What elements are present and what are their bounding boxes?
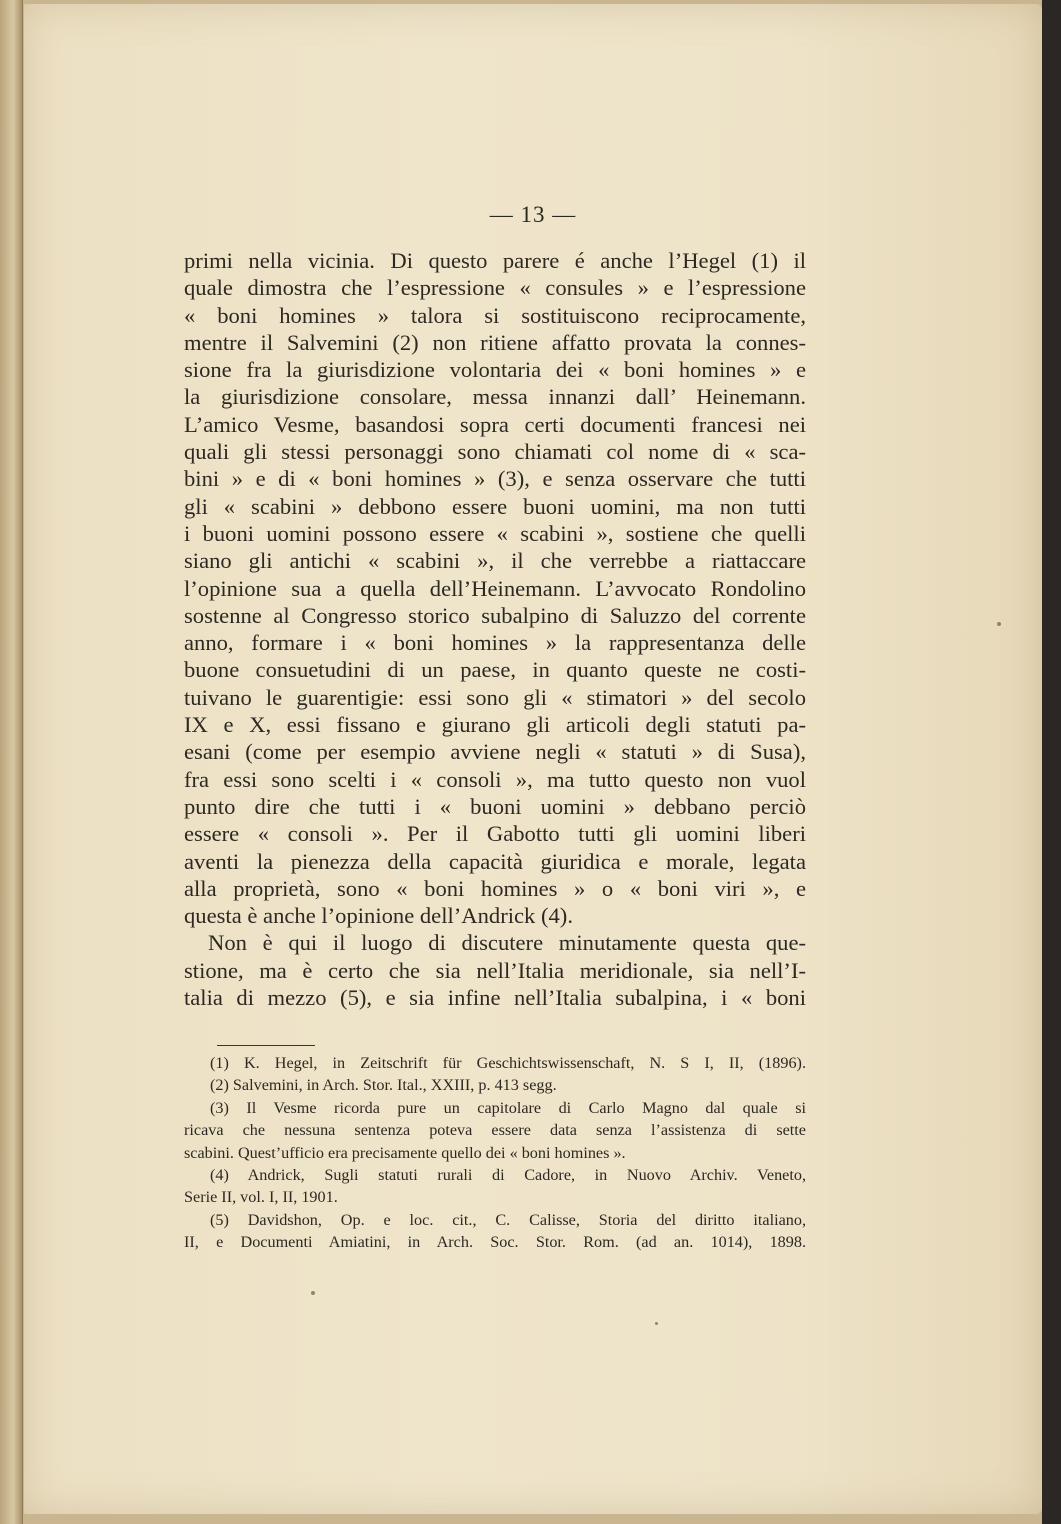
paper-speck bbox=[655, 1322, 658, 1325]
body-text bbox=[184, 247, 806, 1011]
body-line: questa è anche l’opinione dell’Andrick (4). bbox=[184, 903, 573, 929]
body-line: Non è qui il luogo di discutere minutamente questa que- bbox=[208, 930, 806, 956]
body-line: anno, formare i « boni homines » la rappresentanza delle bbox=[184, 630, 806, 656]
body-line: siano gli antichi « scabini », il che verrebbe a riattaccare bbox=[184, 548, 806, 574]
book-page bbox=[24, 4, 1042, 1514]
footnote-line: Serie II, vol. I, II, 1901. bbox=[184, 1188, 338, 1207]
body-line: stione, ma è certo che sia nell’Italia meridionale, sia nell’I- bbox=[184, 957, 806, 983]
body-line: esani (come per esempio avviene negli « statuti » di Susa), bbox=[184, 739, 806, 765]
body-line: gli « scabini » debbono essere buoni uomini, ma non tutti bbox=[184, 493, 806, 519]
page-number: — 13 — bbox=[489, 202, 577, 227]
footnote-divider bbox=[217, 1045, 315, 1046]
body-line: punto dire che tutti i « buoni uomini » debbano perciò bbox=[184, 793, 806, 819]
footnote-line: scabini. Quest’ufficio era precisamente quello dei « boni homines ». bbox=[184, 1143, 626, 1162]
scan-background-edge bbox=[1042, 0, 1061, 1524]
body-line: tuivano le guarentigie: essi sono gli « stimatori » del secolo bbox=[184, 684, 806, 710]
body-line: sione fra la giurisdizione volontaria dei « boni homines » e bbox=[184, 357, 806, 383]
body-line: bini » e di « boni homines » (3), e senza osservare che tutti bbox=[184, 466, 806, 492]
body-line: buone consuetudini di un paese, in quanto queste ne costi- bbox=[184, 657, 806, 683]
body-line: essere « consoli ». Per il Gabotto tutti gli uomini liberi bbox=[184, 821, 806, 847]
body-line: « boni homines » talora si sostituiscono reciprocamente, bbox=[184, 302, 806, 328]
footnote-line: II, e Documenti Amiatini, in Arch. Soc. Stor. Rom. (ad an. 1014), 1898. bbox=[184, 1233, 806, 1252]
body-line: mentre il Salvemini (2) non ritiene affatto provata la connes- bbox=[184, 329, 806, 355]
footnotes bbox=[184, 1052, 806, 1254]
body-line: talia di mezzo (5), e sia infine nell’Italia subalpina, i « boni bbox=[184, 985, 806, 1011]
body-line: la giurisdizione consolare, messa innanzi dall’ Heinemann. bbox=[184, 384, 806, 410]
footnote-line: (3) Il Vesme ricorda pure un capitolare di Carlo Magno dal quale si bbox=[210, 1098, 806, 1117]
footnote-line: (5) Davidshon, Op. e loc. cit., C. Calisse, Storia del diritto italiano, bbox=[210, 1210, 806, 1229]
footnote-line: ricava che nessuna sentenza poteva essere data senza l’assistenza di sette bbox=[184, 1121, 806, 1140]
body-line: fra essi sono scelti i « consoli », ma tutto questo non vuol bbox=[184, 766, 806, 792]
paper-speck bbox=[311, 1291, 315, 1295]
paper-speck bbox=[997, 622, 1001, 626]
body-line: quali gli stessi personaggi sono chiamati col nome di « sca- bbox=[184, 439, 806, 465]
body-line: IX e X, essi fissano e giurano gli articoli degli statuti pa- bbox=[184, 712, 806, 738]
footnote-line: (4) Andrick, Sugli statuti rurali di Cadore, in Nuovo Archiv. Veneto, bbox=[210, 1165, 806, 1184]
body-line: sostenne al Congresso storico subalpino di Saluzzo del corrente bbox=[184, 602, 806, 628]
footnote-line: (2) Salvemini, in Arch. Stor. Ital., XXIII, p. 413 segg. bbox=[210, 1076, 557, 1095]
body-line: quale dimostra che l’espressione « consules » e l’espressione bbox=[184, 275, 806, 301]
body-line: i buoni uomini possono essere « scabini », sostiene che quelli bbox=[184, 520, 806, 546]
footnote-line: (1) K. Hegel, in Zeitschrift für Geschichtswissenschaft, N. S I, II, (1896). bbox=[210, 1054, 806, 1072]
body-line: L’amico Vesme, basandosi sopra certi documenti francesi nei bbox=[184, 411, 806, 437]
previous-page-edge bbox=[0, 0, 23, 1524]
body-line: aventi la pienezza della capacità giuridica e morale, legata bbox=[184, 848, 806, 874]
body-line: l’opinione sua a quella dell’Heinemann. L’avvocato Rondolino bbox=[184, 575, 806, 601]
body-line: primi nella vicinia. Di questo parere é anche l’Hegel (1) il bbox=[184, 248, 806, 273]
body-line: alla proprietà, sono « boni homines » o « boni viri », e bbox=[184, 875, 806, 901]
